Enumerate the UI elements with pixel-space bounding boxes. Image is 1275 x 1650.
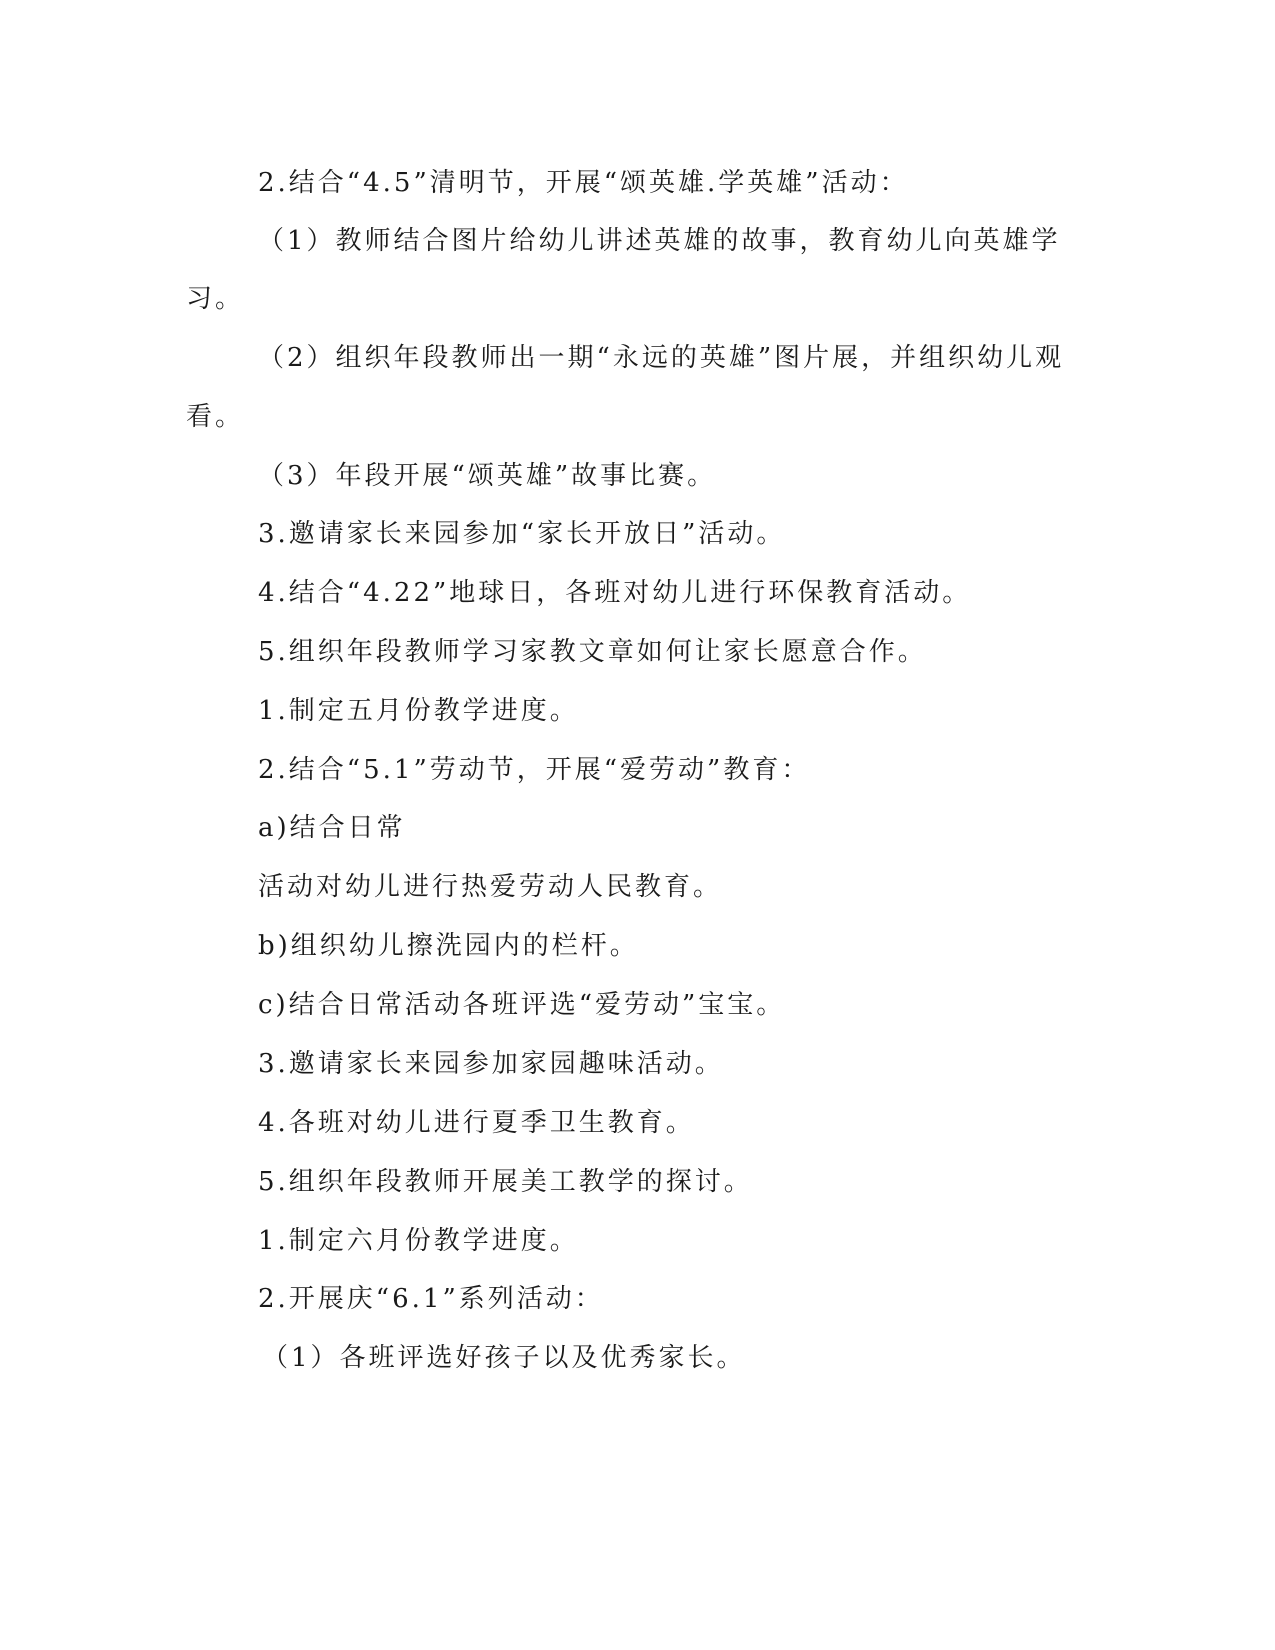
paragraph-line: 2.结合“5.1”劳动节，开展“爱劳动”教育： [258, 755, 811, 785]
paragraph-line: （3）年段开展“颂英雄”故事比赛。 [258, 461, 717, 491]
paragraph-line: 1.制定六月份教学进度。 [258, 1226, 579, 1256]
paragraph-line: （2）组织年段教师出一期“永远的英雄”图片展，并组织幼儿观 [258, 343, 1065, 373]
paragraph-line: 看。 [186, 402, 245, 432]
paragraph-line: b)组织幼儿擦洗园内的栏杆。 [258, 931, 639, 961]
paragraph-line: 2.开展庆“6.1”系列活动： [258, 1284, 604, 1314]
paragraph-line: 习。 [186, 284, 245, 314]
paragraph-line: （1）各班评选好孩子以及优秀家长。 [262, 1343, 746, 1373]
paragraph-line: 5.组织年段教师学习家教文章如何让家长愿意合作。 [258, 637, 927, 667]
paragraph-line: （1）教师结合图片给幼儿讲述英雄的故事，教育幼儿向英雄学 [258, 226, 1061, 256]
paragraph-line: 4.结合“4.22”地球日，各班对幼儿进行环保教育活动。 [258, 578, 972, 608]
paragraph-line: c)结合日常活动各班评选“爱劳动”宝宝。 [258, 990, 786, 1020]
paragraph-line: a)结合日常 [258, 813, 406, 843]
paragraph-line: 2.结合“4.5”清明节，开展“颂英雄.学英雄”活动： [258, 168, 909, 198]
paragraph-line: 3.邀请家长来园参加“家长开放日”活动。 [258, 519, 786, 549]
paragraph-line: 5.组织年段教师开展美工教学的探讨。 [258, 1167, 753, 1197]
paragraph-line: 4.各班对幼儿进行夏季卫生教育。 [258, 1108, 695, 1138]
paragraph-line: 活动对幼儿进行热爱劳动人民教育。 [258, 872, 723, 902]
paragraph-line: 1.制定五月份教学进度。 [258, 696, 579, 726]
paragraph-line: 3.邀请家长来园参加家园趣味活动。 [258, 1049, 724, 1079]
